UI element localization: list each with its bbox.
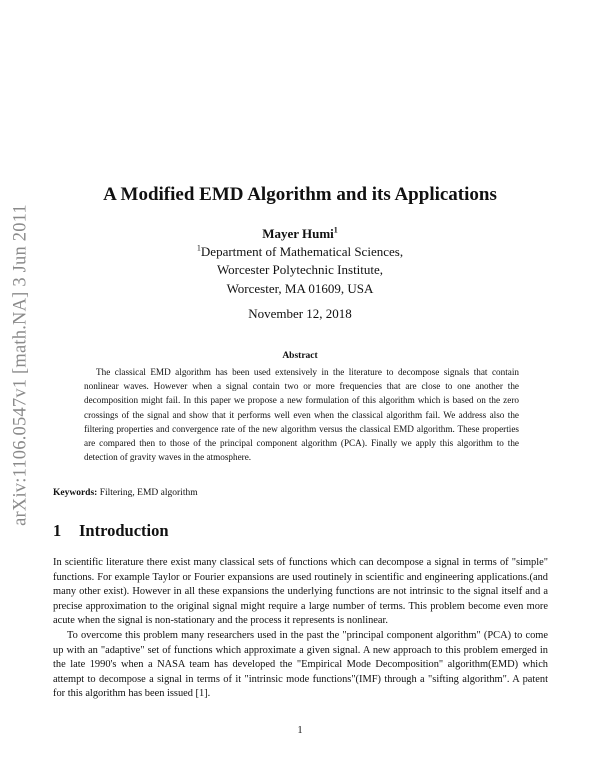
affiliation-sup: 1 (196, 243, 201, 253)
paper-date: November 12, 2018 (248, 306, 352, 321)
section-number: 1 (53, 521, 62, 540)
author-name: Mayer Humi (262, 226, 334, 241)
paper-title: A Modified EMD Algorithm and its Applications (103, 184, 497, 205)
abstract-text: The classical EMD algorithm has been used extensively in the literature to decompose signals that contain nonlinear waves. However when a signal contain two or more frequencies that are close to one another the decomposition might fail. In this paper we propose a new formulation of this algorithm which is based on the zero crossings of the signal and show that it performs well even when the classical algorithm fail. We address also the filtering properties and convergence rate of the new algorithm versus the classical EMD algorithm. These properties are compared then to those of the principal component algorithm (PCA). Finally we apply this algorithm to the detection of gravity waves in the atmosphere. (84, 367, 519, 463)
page-number: 1 (297, 725, 303, 736)
arxiv-id: arXiv:1106.0547v1 [math.NA] 3 Jun 2011 (10, 204, 31, 526)
keywords-label: Keywords: (53, 488, 98, 498)
affiliation-line-2: Worcester Polytechnic Institute, (216, 262, 384, 277)
section-title: Introduction (79, 521, 169, 540)
author-sup: 1 (333, 225, 338, 235)
section-heading (53, 521, 169, 541)
abstract-heading: Abstract (282, 351, 318, 361)
keywords-text: Filtering, EMD algorithm (99, 488, 198, 498)
affiliation-line-3: Worcester, MA 01609, USA (226, 281, 374, 296)
affiliation-line-1: $^1$Department of Mathematical Sciences, (196, 243, 404, 259)
paragraph-2: To overcome this problem many researchers used in the past the "principal component algorithm" (PCA) to come up with an "adaptive" set of functions which approximate a given signal. A new approach to this problem emerged in the late 1990's when a NASA team has developed the "Empirical Mode Decomposition" algorithm(EMD) which attempt to decompose a signal in terms of it "intrinsic mode functions"(IMF) through a "sifting algorithm". A patent for this algorithm has been issued [1]. (53, 630, 548, 700)
keywords (53, 488, 198, 498)
arxiv-stamp (6, 200, 36, 530)
author (50, 226, 550, 242)
paragraph-1: In scientific literature there exist many classical sets of functions which can decompose a signal in terms of "simple" functions. For example Taylor or Fourier expansions are used routinely in scientific and engineering applications.(and many other exist). However in all these expansions the underlying functions are not intrinsic to the signal itself and a precise approximation to the original signal might require a large number of terms. This problem become even more acute when the signal is non-stationary and the process it represents is nonlinear. (53, 557, 548, 627)
